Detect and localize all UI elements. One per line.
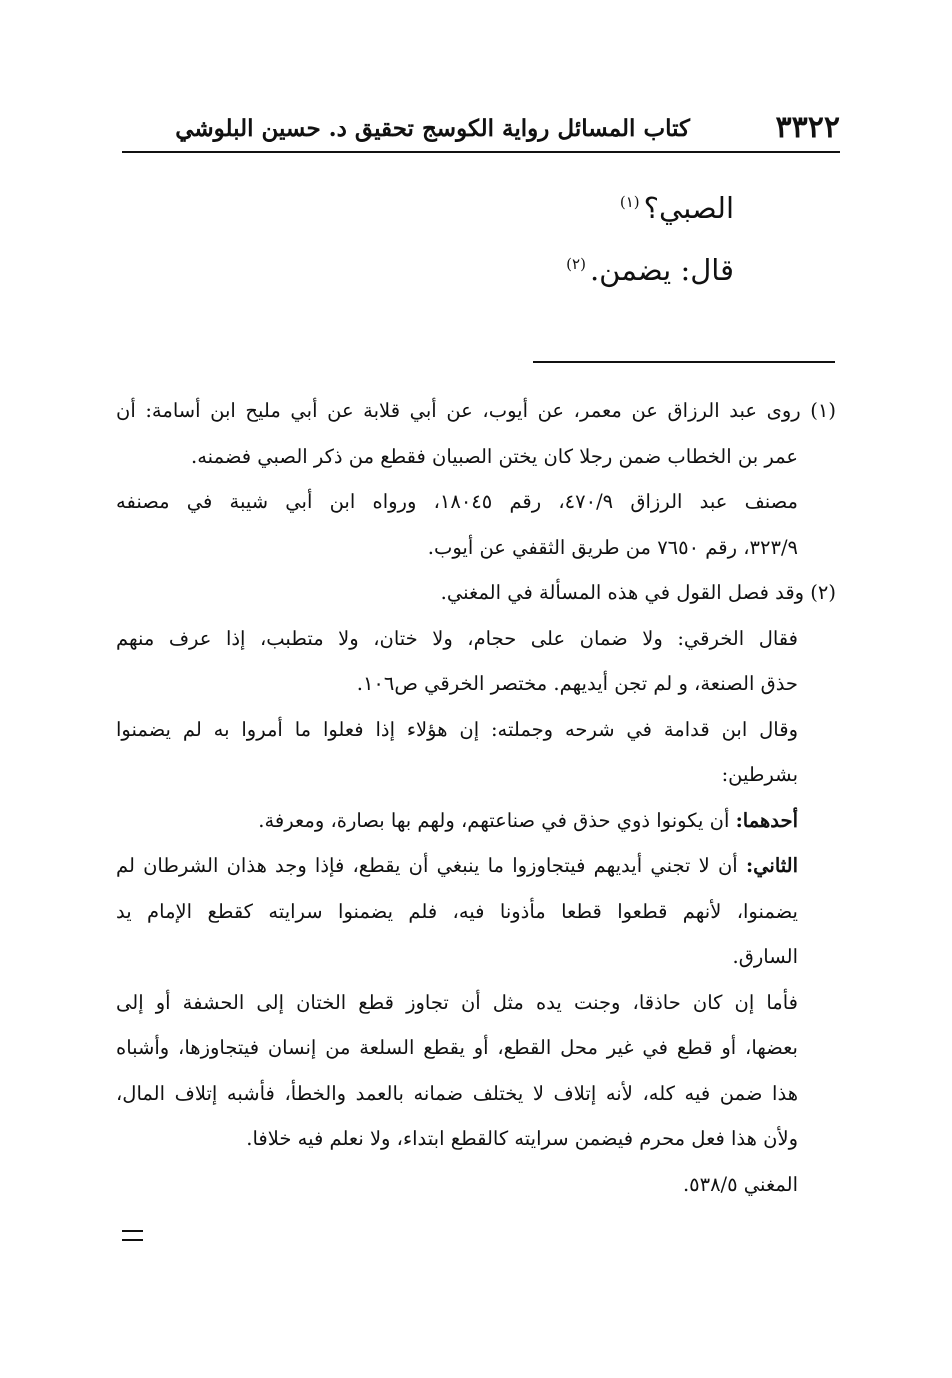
footnote-1-line: عمر بن الخطاب ضمن رجلا كان يختن الصبيان فقطع من ذكر الصبي فضمنه.	[191, 444, 798, 468]
main-text-line-2	[566, 248, 734, 292]
footnote-2-line: بشرطين:	[721, 763, 798, 786]
page-number: ٣٣٢٢	[775, 110, 840, 145]
footnote-2-line	[116, 843, 836, 889]
footnote-2-line: وقال ابن قدامة في شرحه وجملته: إن هؤلاء إذا فعلوا ما أمروا به لم يضمنوا	[116, 717, 798, 741]
condition-text: أن يكونوا ذوي حذق في صناعتهم، ولهم بها بصارة، ومعرفة.	[258, 808, 730, 832]
footnote-2-line: فقال الخرقي: ولا ضمان على حجام، ولا ختان، ولا متطبب، إذا عرف منهم	[116, 626, 798, 650]
footnote-2-line: فأما إن كان حاذقا، وجنت يده مثل أن تجاوز قطع الختان إلى الحشفة أو إلى	[116, 990, 798, 1014]
footnote-2-line: بعضها، أو قطع في غير محل القطع، أو يقطع السلعة من إنسان فيتجاوزها، وأشباه	[116, 1036, 798, 1059]
condition-label: الثاني:	[745, 854, 799, 877]
main-answer-text: قال: يضمن.	[589, 253, 734, 287]
condition-label: أحدهما:	[735, 808, 798, 832]
footnote-separator	[533, 361, 835, 363]
continuation-mark	[122, 1230, 143, 1241]
footnote-2-line: السارق.	[732, 945, 798, 968]
footnote-2-line: (٢) وقد فصل القول في هذه المسألة في المغني.	[440, 581, 836, 604]
header-rule	[122, 151, 840, 153]
main-question-text: الصبي؟	[643, 191, 734, 225]
condition-text: أن لا تجني أيديهم فيتجاوزوا ما ينبغي أن يقطع، فإذا وجد هذان الشرطان لم	[116, 854, 738, 877]
footnote-ref-1: (١)	[619, 193, 640, 212]
footnotes-block	[116, 388, 836, 1207]
footnote-2-line: يضمنوا، لأنهم قطعوا قطعا مأذونا فيه، فلم يضمنوا سرايته كقطع الإمام يد	[116, 899, 798, 923]
footnote-2-line: ولأن هذا فعل محرم فيضمن سرايته كالقطع ابتداء، ولا نعلم فيه خلافا.	[246, 1127, 798, 1150]
book-title: كتاب المسائل رواية الكوسج تحقيق د. حسين البلوشي	[175, 115, 690, 142]
footnote-2-line	[116, 798, 836, 844]
footnote-1-line: (١) روى عبد الرزاق عن معمر، عن أيوب، عن أبي قلابة عن أبي مليح ابن أسامة: أن	[116, 399, 836, 422]
main-text-line-1	[620, 186, 734, 230]
footnote-1-line: مصنف عبد الرزاق ٤٧٠/٩، رقم ١٨٠٤٥، ورواه ابن أبي شيبة في مصنفه	[116, 490, 799, 513]
footnote-1-line: ٣٢٣/٩، رقم ٧٦٥٠ من طريق الثقفي عن أيوب.	[427, 535, 798, 559]
running-header	[122, 108, 840, 148]
footnote-2-line: حذق الصنعة، و لم تجن أيديهم. مختصر الخرقي ص١٠٦.	[356, 672, 798, 695]
footnote-2-line: المغني ٥٣٨/٥.	[682, 1172, 798, 1196]
footnote-2-line: هذا ضمن فيه كله، لأنه إتلاف لا يختلف ضمانه بالعمد والخطأ، فأشبه إتلاف المال،	[116, 1081, 798, 1105]
footnote-ref-2: (٢)	[566, 255, 586, 274]
